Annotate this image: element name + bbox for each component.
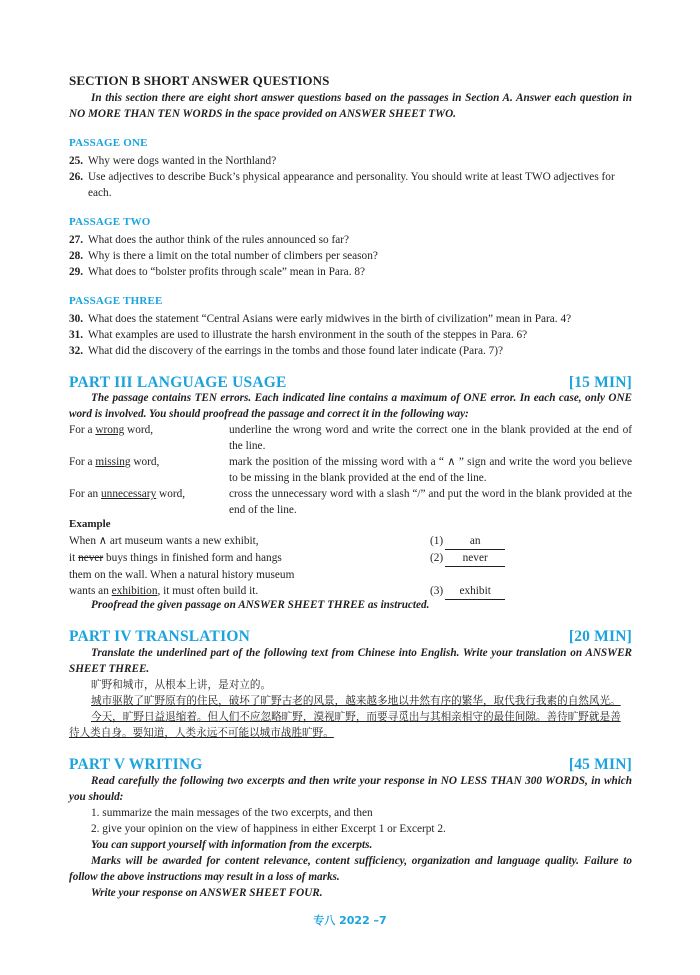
question-32: 32. What did the discovery of the earrings in the tombs and those found later indicate (Para. 7)? <box>69 345 504 357</box>
passage-three-questions <box>69 311 640 359</box>
zh-line-4: 待人类自身。要知道，人类永远不可能以城市战胜旷野。 <box>69 727 334 739</box>
question-27: 27. What does the author think of the rules announced so far? <box>69 234 349 246</box>
example-answer-3: exhibit <box>445 583 505 600</box>
part4-instruction: Translate the underlined part of the following text from Chinese into English. Write your translation on ANSWER SHEET THREE. <box>69 647 632 675</box>
part5-header <box>69 756 632 774</box>
part5-title: PART V WRITING <box>69 756 203 773</box>
part4-chinese-text <box>69 677 632 741</box>
question-28: 28. Why is there a limit on the total number of climbers per season? <box>69 250 378 262</box>
passage-three-heading: PASSAGE THREE <box>69 295 163 307</box>
question-30: 30. What does the statement “Central Asians were early midwives in the birth of civilization” mean in Para. 4? <box>69 313 572 325</box>
passage-two-questions <box>69 232 632 280</box>
example-line-2: it never buys things in finished form and hangs (2) never <box>69 550 590 567</box>
example-answer-2: never <box>445 550 505 567</box>
question-29: 29. What does to “bolster profits through scale” mean in Para. 8? <box>69 266 365 278</box>
part5-support: You can support yourself with information from the excerpts. <box>91 839 373 851</box>
part5-time: [45 MIN] <box>568 756 632 773</box>
example-line-3: them on the wall. When a natural history museum <box>69 569 295 581</box>
passage-one-heading: PASSAGE ONE <box>69 137 148 149</box>
example-label: Example <box>69 518 111 530</box>
example-block <box>69 533 590 600</box>
example-line-4: wants an exhibition, it must often build it. (3) exhibit <box>69 583 590 600</box>
passage-one-questions <box>69 153 632 201</box>
part4-title: PART IV TRANSLATION <box>69 628 250 645</box>
rule-unnecessary: For an unnecessary word, cross the unnecessary word with a slash “/” and put the word in the blank provided at the end of the line. <box>69 488 632 516</box>
part3-title: PART III LANGUAGE USAGE <box>69 374 287 391</box>
zh-line-1: 旷野和城市，从根本上讲，是对立的。 <box>91 679 272 691</box>
part3-rules <box>69 422 632 518</box>
part4-header <box>69 628 632 646</box>
question-26: 26. Use adjectives to describe Buck’s physical appearance and personality. You should write at least TWO adjectives for each. <box>69 171 615 199</box>
rule-missing: For a missing word, mark the position of the missing word with a “ ∧ ” sign and write the word you believe to be missing in the blank provided at the end of the line. <box>69 456 632 484</box>
part5-item-2: 2. give your opinion on the view of happiness in either Excerpt 1 or Excerpt 2. <box>91 823 446 835</box>
section-b-instruction: In this section there are eight short answer questions based on the passages in Section A. Answer each question in NO MORE THAN TEN WORDS in the space provided on ANSWER SHEET TWO. <box>69 92 632 120</box>
example-answer-1: an <box>445 533 505 550</box>
part3-time: [15 MIN] <box>568 374 632 391</box>
zh-line-3: 今天，旷野日益退缩着。但人们不应忽略旷野，漠视旷野，而要寻觅出与其相亲相守的最佳间隙。善待旷野就是善 <box>91 711 621 723</box>
zh-line-2: 城市驱散了旷野原有的住民，破坏了旷野古老的风景，越来越多地以井然有序的繁华，取代我行我素的自然风光。 <box>91 695 621 707</box>
part3-instruction: The passage contains TEN errors. Each indicated line contains a maximum of ONE error. In each case, only ONE word is involved. You should proofread the passage and correct it in the following way: <box>69 392 632 420</box>
rule-wrong: For a wrong word, underline the wrong word and write the correct one in the blank provided at the end of the line. <box>69 424 632 452</box>
part4-time: [20 MIN] <box>568 628 632 645</box>
question-31: 31. What examples are used to illustrate the harsh environment in the south of the steppes in Para. 6? <box>69 329 528 341</box>
part3-closing: Proofread the given passage on ANSWER SHEET THREE as instructed. <box>91 599 430 611</box>
page-footer: 专八 2022 –7 <box>313 914 387 927</box>
part5-write: Write your response on ANSWER SHEET FOUR. <box>91 887 323 899</box>
section-b-heading: SECTION B SHORT ANSWER QUESTIONS <box>69 73 330 88</box>
part5-item-1: 1. summarize the main messages of the two excerpts, and then <box>91 807 373 819</box>
question-25: 25. Why were dogs wanted in the Northland? <box>69 155 277 167</box>
example-line-1: When ∧ art museum wants a new exhibit, (1) an <box>69 533 590 550</box>
part5-marks: Marks will be awarded for content relevance, content sufficiency, organization and language quality. Failure to follow the above instructions may result in a loss of marks. <box>69 855 632 883</box>
part5-instruction: Read carefully the following two excerpts and then write your response in NO LESS THAN 300 WORDS, in which you should: <box>69 775 632 803</box>
passage-two-heading: PASSAGE TWO <box>69 216 151 228</box>
